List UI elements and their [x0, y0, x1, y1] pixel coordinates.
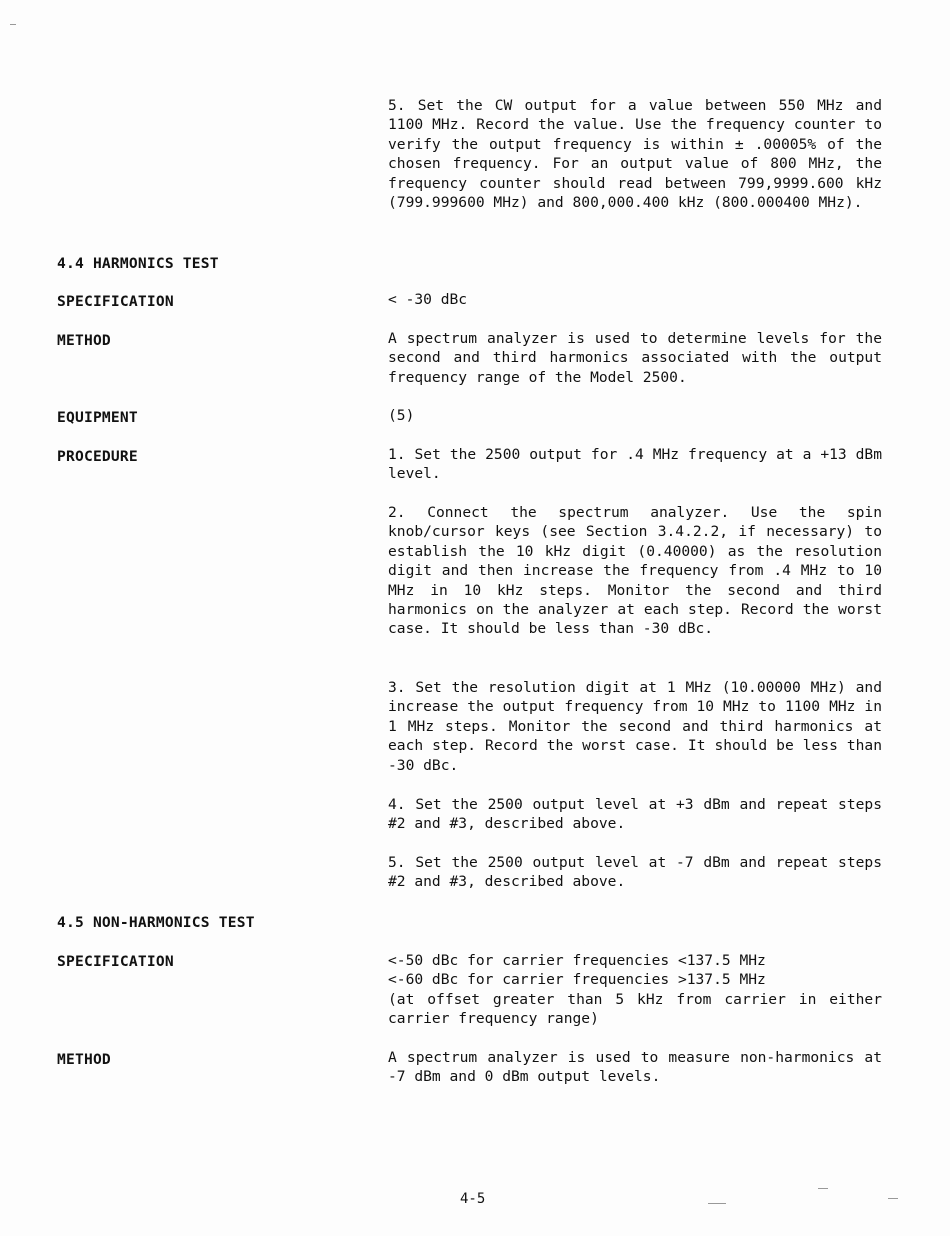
harmonics-spec-label: SPECIFICATION [57, 293, 174, 310]
harmonics-step-1: 1. Set the 2500 output for .4 MHz frequency at a +13 dBm level. [388, 446, 882, 483]
non-harmonics-method-label: METHOD [57, 1051, 111, 1068]
scan-speck [10, 24, 16, 25]
non-harmonics-heading: 4.5 NON-HARMONICS TEST [57, 914, 255, 931]
non-harmonics-spec-line-2: <-60 dBc for carrier frequencies >137.5 MHz [388, 971, 766, 989]
page-number: 4-5 [460, 1191, 486, 1207]
non-harmonics-spec-block [388, 951, 882, 1029]
harmonics-step-4: 4. Set the 2500 output level at +3 dBm and repeat steps #2 and #3, described above. [388, 796, 882, 833]
harmonics-method-label: METHOD [57, 332, 111, 349]
harmonics-step-5: 5. Set the 2500 output level at -7 dBm and repeat steps #2 and #3, described above. [388, 854, 882, 891]
cw-output-step: 5. Set the CW output for a value between 550 MHz and 1100 MHz. Record the value. Use the frequency counter to verify the output frequency is within ± .00005% of the chosen frequency. For an output value of 800 MHz, the frequency counter should read between 799,9999.600 kHz (799.999600 MHz) and 800,000.400 kHz (800.000400 MHz). [388, 97, 882, 212]
harmonics-equipment-label: EQUIPMENT [57, 409, 138, 426]
scan-speck [708, 1203, 726, 1204]
harmonics-method-text: A spectrum analyzer is used to determine levels for the second and third harmonics associated with the output frequency range of the Model 2500. [388, 330, 882, 386]
harmonics-spec-value: < -30 dBc [388, 291, 468, 308]
harmonics-step-3: 3. Set the resolution digit at 1 MHz (10.00000 MHz) and increase the output frequency from 10 MHz to 1100 MHz in 1 MHz steps. Monitor the second and third harmonics at each step. Record the worst case. It should be less than -30 dBc. [388, 679, 882, 774]
harmonics-equipment-value: (5) [388, 407, 415, 424]
scan-speck [888, 1198, 898, 1199]
harmonics-procedure-label: PROCEDURE [57, 448, 138, 465]
non-harmonics-spec-line-1: <-50 dBc for carrier frequencies <137.5 MHz [388, 952, 766, 969]
harmonics-step-2: 2. Connect the spectrum analyzer. Use the spin knob/cursor keys (see Section 3.4.2.2, if necessary) to establish the 10 kHz digit (0.40000) as the resolution digit and then increase the frequency from .4 MHz to 10 MHz in 10 kHz steps. Monitor the second and third harmonics on the analyzer at each step. Record the worst case. It should be less than -30 dBc. [388, 504, 882, 638]
non-harmonics-method-text: A spectrum analyzer is used to measure non-harmonics at -7 dBm and 0 dBm output levels. [388, 1049, 882, 1086]
harmonics-heading: 4.4 HARMONICS TEST [57, 255, 219, 272]
scan-speck [818, 1188, 828, 1189]
non-harmonics-spec-line-3: (at offset greater than 5 kHz from carrier in either carrier frequency range) [388, 990, 882, 1028]
non-harmonics-spec-label: SPECIFICATION [57, 953, 174, 970]
